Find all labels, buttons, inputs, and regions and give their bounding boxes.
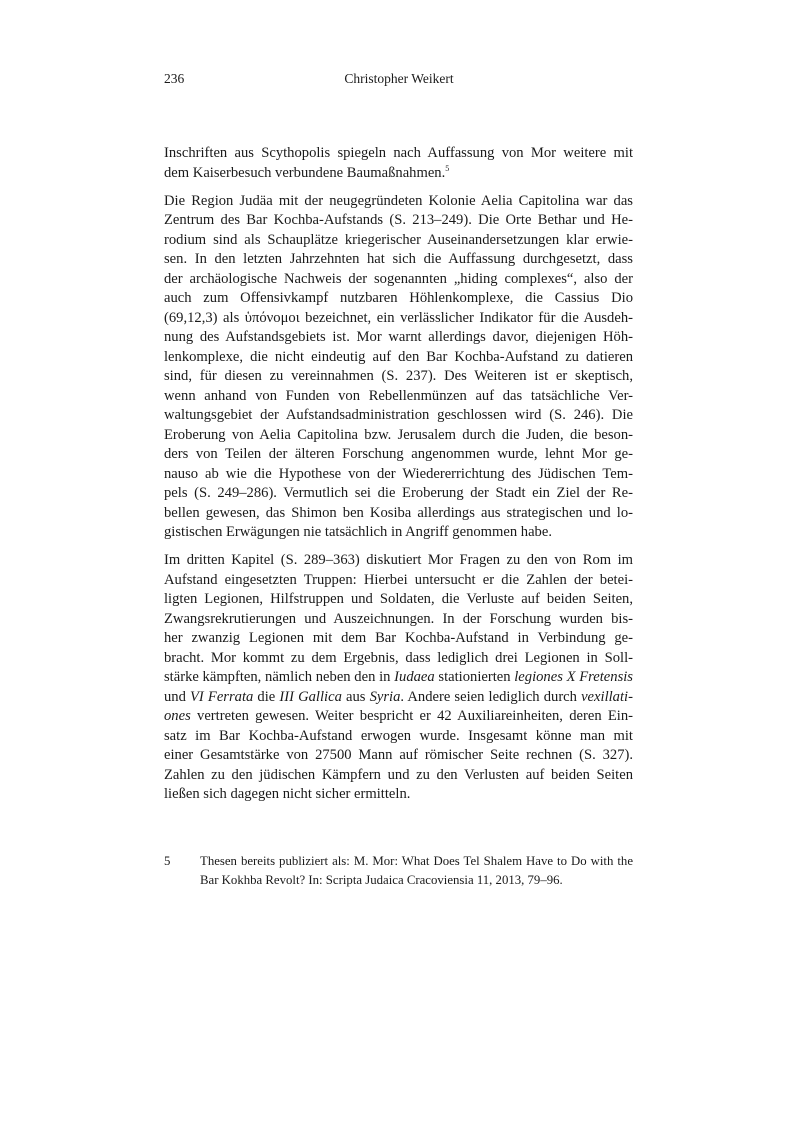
text-line: nung des Aufstandsgebiets ist. Mor warnt allerdings davor, diejenigen Höh- bbox=[164, 329, 633, 345]
text-line bbox=[164, 688, 633, 708]
text-line: der archäologische Nachweis der sogenannten „hiding complexes“, also der bbox=[164, 270, 633, 287]
text-line: sen. In den letzten Jahrzehnten hat sich die Auffassung durchgesetzt, dass bbox=[164, 251, 633, 267]
paragraph bbox=[164, 551, 633, 805]
italic-text: III Gallica bbox=[279, 688, 342, 705]
text-run: vertreten gewesen. Weiter bespricht er 42 Auxiliareinheiten, deren Ein- bbox=[190, 708, 633, 724]
text-line: Zwangsrekrutierungen und Auszeichnungen. In der Forschung wurden bis- bbox=[164, 610, 633, 627]
text-line: einer Gesamtstärke von 27500 Mann auf römischer Seite rechnen (S. 327). bbox=[164, 747, 633, 763]
text-line: lenkomplexe, die nicht eindeutig auf den Bar Kochba-Aufstand zu datieren bbox=[164, 348, 633, 365]
footnote-number: 5 bbox=[164, 854, 171, 868]
text-line: her zwanzig Legionen mit dem Bar Kochba-Aufstand in Verbindung ge- bbox=[164, 630, 633, 646]
text-line: bracht. Mor kommt zu dem Ergebnis, dass lediglich drei Legionen in Soll- bbox=[164, 649, 633, 666]
text-run: und bbox=[164, 688, 191, 705]
text-line: waltungsgebiet der Aufstandsadministration geschlossen wird (S. 246). Die bbox=[164, 407, 633, 423]
text-line: pels (S. 249–286). Vermutlich sei die Eroberung der Stadt ein Ziel der Re- bbox=[164, 485, 633, 501]
italic-text: Iudaea bbox=[394, 669, 435, 685]
text-line: bellen gewesen, das Shimon ben Kosiba allerdings aus strategischen und lo- bbox=[164, 504, 633, 521]
text-line: (69,12,3) als ὑπόνομοι bezeichnet, ein verlässlicher Indikator für die Ausdeh- bbox=[164, 309, 633, 326]
text-line: ligten Legionen, Hilfstruppen und Soldaten, die Verluste auf beiden Seiten, bbox=[164, 591, 633, 607]
text-line: Bar Kokhba Revolt? In: Scripta Judaica Cracoviensia 11, 2013, 79–96. bbox=[200, 873, 563, 887]
paragraph bbox=[164, 192, 633, 543]
italic-text: legiones X Fretensis bbox=[514, 669, 633, 685]
text-run: stärke kämpften, nämlich neben den in bbox=[164, 669, 395, 685]
text-line: sind, für diesen zu vereinnahmen (S. 237). Des Weiteren ist er skeptisch, bbox=[164, 368, 633, 384]
text-line: Im dritten Kapitel (S. 289–363) diskutiert Mor Fragen zu den von Rom im bbox=[164, 552, 633, 568]
italic-text: ones bbox=[164, 708, 191, 724]
footnote-text bbox=[200, 852, 633, 890]
body-text bbox=[164, 144, 633, 813]
text-line bbox=[164, 668, 633, 688]
text-run: dem Kaiserbesuch verbundene Baumaßnahmen. bbox=[164, 164, 446, 181]
running-title: Christopher Weikert bbox=[344, 71, 454, 86]
text-line: rodium sind als Schauplätze kriegerischer Auseinandersetzungen klar erwie- bbox=[164, 231, 633, 248]
running-head bbox=[164, 71, 634, 91]
text-line: auch zum Offensivkampf nutzbaren Höhlenkomplexe, die Cassius Dio bbox=[164, 290, 633, 306]
italic-text: VI Ferrata bbox=[190, 688, 254, 705]
text-line bbox=[164, 164, 633, 184]
text-line: Thesen bereits publiziert als: M. Mor: What Does Tel Shalem Have to Do with the bbox=[200, 854, 633, 868]
text-run: die bbox=[253, 688, 280, 705]
italic-text: Syria bbox=[369, 688, 401, 705]
text-line: nauso ab wie die Hypothese von der Wiedererrichtung des Jüdischen Tem- bbox=[164, 465, 633, 482]
text-line: satz im Bar Kochba-Aufstand erwogen wurde. Insgesamt könne man mit bbox=[164, 727, 633, 744]
paragraph bbox=[164, 144, 633, 183]
text-run: . Andere seien lediglich durch bbox=[400, 688, 582, 705]
text-line: Eroberung von Aelia Capitolina bzw. Jerusalem durch die Juden, die beson- bbox=[164, 426, 633, 443]
text-line: ließen sich dagegen nicht sicher ermitteln. bbox=[164, 786, 411, 802]
text-line: Die Region Judäa mit der neugegründeten Kolonie Aelia Capitolina war das bbox=[164, 192, 633, 209]
page-number: 236 bbox=[164, 71, 185, 86]
text-line: ders von Teilen der älteren Forschung angenommen wurde, lehnt Mor ge- bbox=[164, 446, 633, 462]
text-line: gistischen Erwägungen nie tatsächlich in Angriff genommen habe. bbox=[164, 524, 552, 540]
footnote-ref[interactable]: 5 bbox=[445, 163, 450, 173]
text-line bbox=[164, 707, 633, 727]
text-run: aus bbox=[341, 688, 370, 705]
text-line: Inschriften aus Scythopolis spiegeln nach Auffassung von Mor weitere mit bbox=[164, 145, 633, 161]
text-line: Zahlen zu den jüdischen Kämpfern und zu den Verlusten auf beiden Seiten bbox=[164, 766, 633, 783]
text-line: Zentrum des Bar Kochba-Aufstands (S. 213–249). Die Orte Bethar und He- bbox=[164, 212, 633, 228]
text-line: Aufstand eingesetzten Truppen: Hierbei untersucht er die Zahlen der betei- bbox=[164, 571, 633, 588]
text-run: stationierten bbox=[434, 669, 515, 685]
italic-text: vexillati- bbox=[581, 688, 633, 705]
text-line: wenn anhand von Funden von Rebellenmünzen auf das tatsächliche Ver- bbox=[164, 387, 633, 404]
